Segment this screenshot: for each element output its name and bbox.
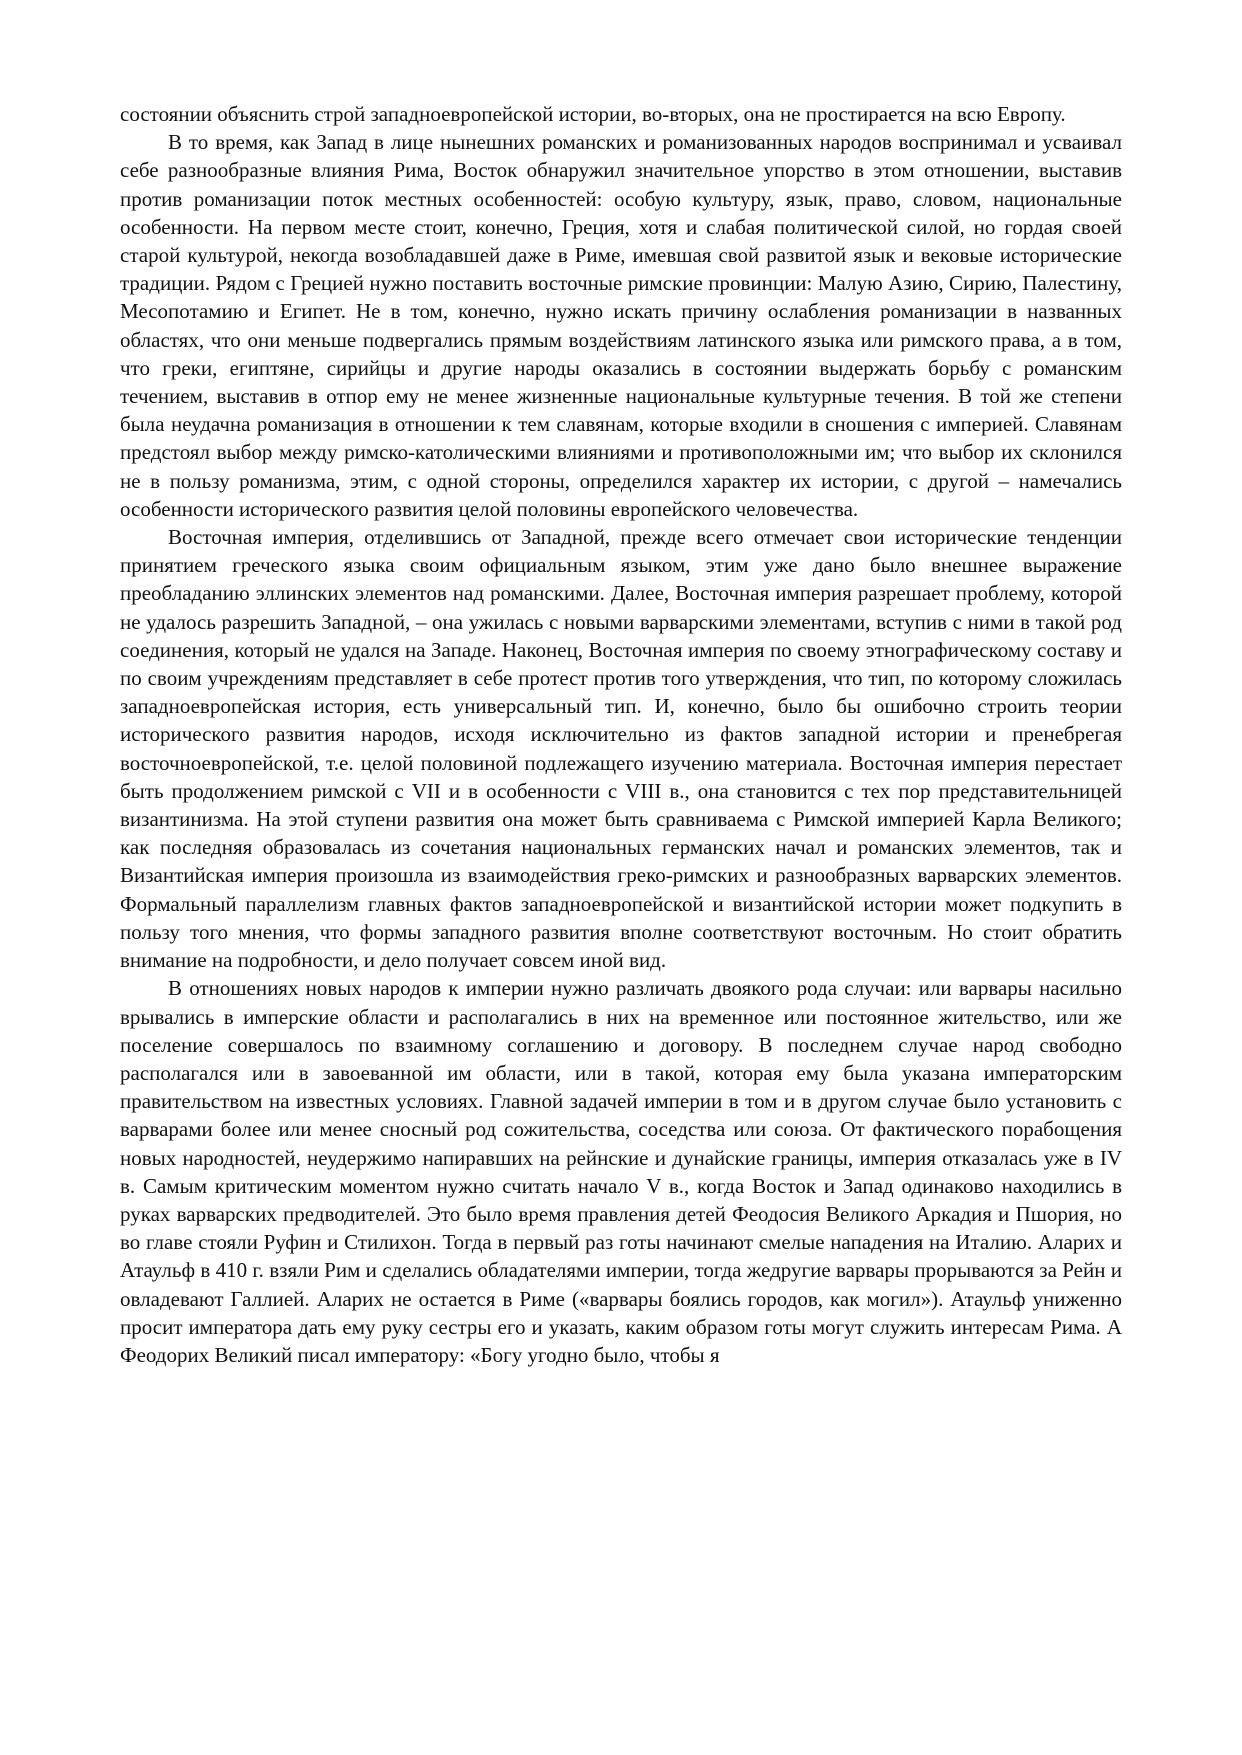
document-page bbox=[120, 100, 1122, 1369]
paragraph-3: Восточная империя, отделившись от Западной, прежде всего отмечает свои исторические тенденции принятием греческого языка своим официальным языком, этим уже дано было внешнее выражение преобладанию эллинских элементов над романскими. Далее, Восточная империя разрешает проблему, которой не удалось разрешить Западной, – она ужилась с новыми варварскими элементами, вступив с ними в такой род соединения, который не удался на Западе. Наконец, Восточная империя по своему этнографическому составу и по своим учреждениям представляет в себе протест против того утверждения, что тип, по которому сложилась западноевропейская история, есть универсальный тип. И, конечно, было бы ошибочно строить теории исторического развития народов, исходя исключительно из фактов западной истории и пренебрегая восточноевропейской, т.е. целой половиной подлежащего изучению материала. Восточная империя перестает быть продолжением римской с VII и в особенности с VIII в., она становится с тех пор представительницей византинизма. На этой ступени развития она может быть сравниваема с Римской империей Карла Великого; как последняя образовалась из сочетания национальных германских начал и романских элементов, так и Византийская империя произошла из взаимодействия греко-римских и разнообразных варварских элементов. Формальный параллелизм главных фактов западноевропейской и византийской истории может подкупить в пользу того мнения, что формы западного развития вполне соответствуют восточным. Но стоит обратить внимание на подробности, и дело получает совсем иной вид. bbox=[120, 525, 1122, 973]
paragraph-1: состоянии объяснить строй западноевропейской истории, во-вторых, она не простирается на всю Европу. bbox=[120, 102, 1066, 126]
paragraph-4: В отношениях новых народов к империи нужно различать двоякого рода случаи: или варвары насильно врывались в имперские области и располагались в них на временное или постоянное жительство, или же поселение совершалось по взаимному соглашению и договору. В последнем случае народ свободно располагался или в завоеванной им области, или в такой, которая ему была указана императорским правительством на известных условиях. Главной задачей империи в том и в другом случае было установить с варварами более или менее сносный род сожительства, соседства или союза. От фактического порабощения новых народностей, неудержимо напиравших на рейнские и дунайские границы, империя отказалась уже в IV в. Самым критическим моментом нужно считать начало V в., когда Восток и Запад одинаково находились в руках варварских предводителей. Это было время правления детей Феодосия Великого Аркадия и Пшория, но во главе стояли Руфин и Стилихон. Тогда в первый раз готы начинают смелые нападения на Италию. Аларих и Атаульф в 410 г. взяли Рим и сделались обладателями империи, тогда жедругие варвары прорываются за Рейн и овладевают Галлией. Аларих не остается в Риме («варвары боялись городов, как могил»). Атаульф униженно просит императора дать ему руку сестры его и указать, каким образом готы могут служить интересам Рима. А Феодорих Великий писал императору: «Богу угодно было, чтобы я bbox=[120, 976, 1122, 1367]
paragraph-2: В то время, как Запад в лице нынешних романских и романизованных народов воспринимал и усваивал себе разнообразные влияния Рима, Восток обнаружил значительное упорство в этом отношении, выставив против романизации поток местных особенностей: особую культуру, язык, право, словом, национальные особенности. На первом месте стоит, конечно, Греция, хотя и слабая политической силой, но гордая своей старой культурой, некогда возобладавшей даже в Риме, имевшая свой развитой язык и вековые исторические традиции. Рядом с Грецией нужно поставить восточные римские провинции: Малую Азию, Сирию, Палестину, Месопотамию и Египет. Не в том, конечно, нужно искать причину ослабления романизации в названных областях, что они меньше подвергались прямым воздействиям латинского языка или римского права, а в том, что греки, египтяне, сирийцы и другие народы оказались в состоянии выдержать борьбу с романским течением, выставив в отпор ему не менее жизненные национальные культурные течения. В той же степени была неудачна романизация в отношении к тем славянам, которые входили в сношения с империей. Славянам предстоял выбор между римско-католическими влияниями и противоположными им; что выбор их склонился не в пользу романизма, этим, с одной стороны, определился характер их истории, с другой – намечались особенности исторического развития целой половины европейского человечества. bbox=[120, 130, 1122, 521]
